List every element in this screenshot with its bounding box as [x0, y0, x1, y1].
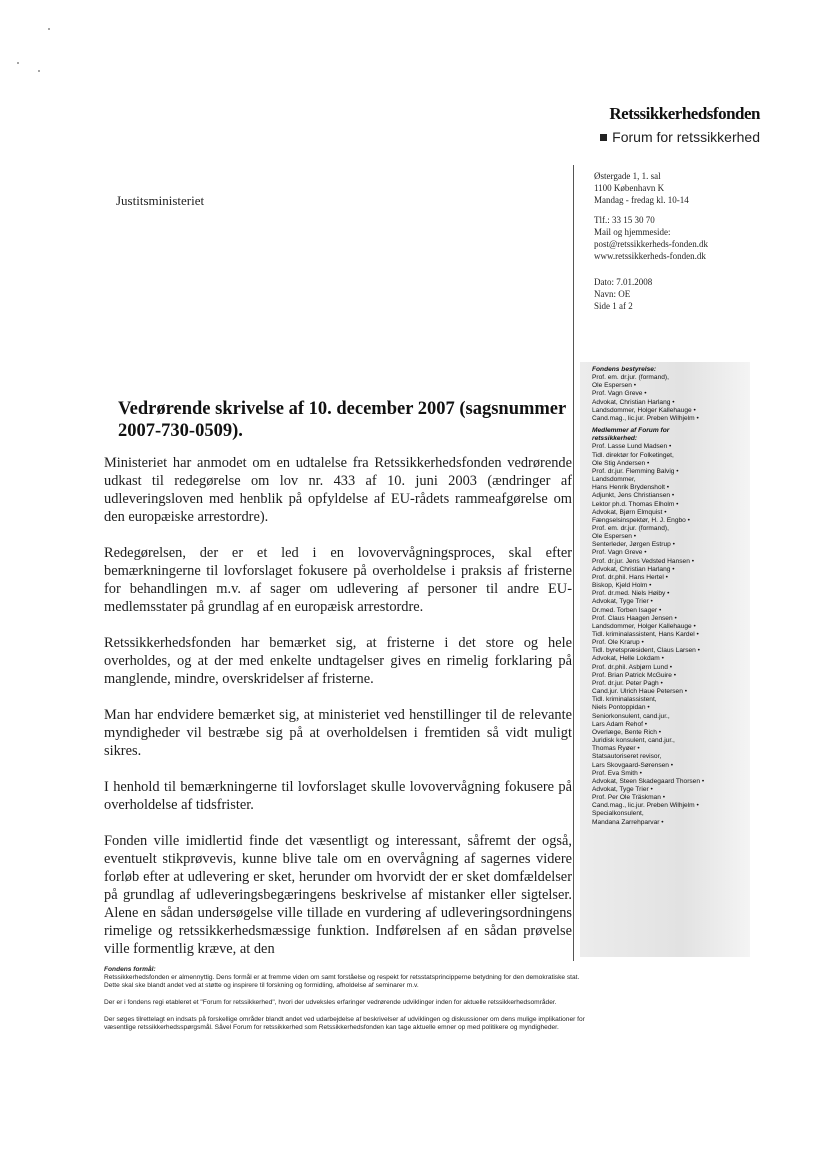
member-entry: Advokat, Helle Lokdam • — [592, 655, 664, 663]
member-entry: Advokat, Steen Skadegaard Thorsen • — [592, 777, 705, 785]
scan-speck — [38, 70, 40, 72]
member-entry: Tidl. kriminalassistent, — [592, 696, 657, 704]
recipient: Justitsministeriet — [116, 193, 205, 208]
member-entry: Prof. Vagn Greve • — [592, 549, 647, 557]
member-entry: Advokat, Tyge Trier • — [592, 785, 653, 793]
members-panel — [592, 366, 742, 827]
tagline-text: Forum for retssikkerhed — [612, 129, 760, 145]
letterhead — [560, 104, 760, 145]
sender-web: www.retssikkerheds-fonden.dk — [594, 251, 706, 261]
member-entry: Prof. dr.jur. Peter Pagh • — [592, 679, 663, 687]
member-entry: Seniorkonsulent, cand.jur., — [592, 712, 670, 720]
member-entry: Overlæge, Bente Rich • — [592, 728, 662, 736]
member-entry: Prof. Ole Krarup • — [592, 639, 644, 647]
board-list — [592, 374, 742, 423]
sidebar-divider — [573, 165, 574, 961]
member-entry: Landsdommer, Holger Kallehauge • — [592, 406, 696, 414]
footer-line: Dette skal ske blandt andet ved at støtte og inspirere til forskning og formidling, afholdelse af seminarer m.v. — [104, 982, 419, 989]
footer-line: væsentlige retssikkerhedsspørgsmål. Såvel Forum for retssikkerhed som Retssikkerhedsfonden kan tage aktuelle emner op med politikere og myndigheder. — [104, 1024, 559, 1031]
organization-tagline — [560, 129, 760, 145]
member-entry: Prof. Per Ole Träskman • — [592, 794, 666, 802]
member-entry: Landsdommer, — [592, 476, 636, 484]
board-heading: Fondens bestyrelse: — [592, 366, 657, 373]
footer-line: Der søges tilrettelagt en indsats på forskellige områder blandt andet ved udarbejdelse af beskrivelser af udviklingen og diskussioner om dens mulige implikationer for — [104, 1016, 585, 1023]
paragraph: Man har endvidere bemærket sig, at ministeriet ved henstillinger til de relevante myndigheder vil bestræbe sig på at overholdelsen i fremtiden så vidt muligt sikres. — [104, 707, 572, 759]
member-entry: Specialkonsulent, — [592, 810, 644, 818]
member-entry: Prof. em. dr.jur. (formand), — [592, 374, 669, 382]
member-entry: Advokat, Bjørn Elmquist • — [592, 508, 667, 516]
scan-speck — [48, 28, 50, 30]
sender-address-line2: 1100 København K — [594, 183, 665, 193]
member-entry: Lars Skovgaard-Sørensen • — [592, 761, 674, 769]
footer-line: Retssikkerhedsfonden er almennyttig. Dens formål er at fremme viden om samt forståelse og respekt for retsstatsprincipperne betydning for den demokratiske stat. — [104, 974, 580, 981]
member-entry: Landsdommer, Holger Kallehauge • — [592, 622, 696, 630]
member-entry: Mandana Zarrehparvar • — [592, 818, 664, 826]
member-entry: Prof. Eva Smith • — [592, 769, 642, 777]
member-entry: Fængselsinspektør, H. J. Engbo • — [592, 516, 690, 524]
sender-info — [594, 170, 794, 312]
organization-name: Retssikkerhedsfonden — [609, 104, 760, 123]
sender-email: post@retssikkerheds-fonden.dk — [594, 239, 709, 249]
sender-address-line1: Østergade 1, 1. sal — [594, 171, 661, 181]
paragraph: Ministeriet har anmodet om en udtalelse fra Retssikkerhedsfonden vedrørende udkast til redegørelse om lov nr. 433 af 10. juni 2003 (ændringer af udleveringsloven med henblik på opfyldelse af EU-rådets rammeafgørelse om den europæiske arrestordre). — [104, 455, 572, 525]
member-entry: Dr.med. Torben Isager • — [592, 606, 662, 614]
footer — [104, 966, 724, 1041]
member-entry: Prof. dr.med. Niels Høiby • — [592, 590, 670, 598]
paragraph: I henhold til bemærkningerne til lovforslaget skulle lovovervågning fokusere på overholdelse af tidsfrister. — [104, 779, 572, 813]
member-entry: Prof. dr.phil. Hans Hertel • — [592, 573, 668, 581]
paragraph: Retssikkerhedsfonden har bemærket sig, at fristerne i det store og hele overholdes, og at der med enkelte undtagelser gives en rimelig forklaring på manglende, mindre, overskridelser af fristerne. — [104, 635, 572, 687]
member-entry: Prof. Brian Patrick McGuire • — [592, 671, 677, 679]
member-entry: Cand.jur. Ulrich Haue Petersen • — [592, 688, 688, 696]
forum-heading: Medlemmer af Forum for retssikkerhed: — [592, 427, 670, 443]
member-entry: Ole Espersen • — [592, 382, 637, 390]
member-entry: Advokat, Tyge Trier • — [592, 598, 653, 606]
member-entry: Prof. dr.jur. Flemming Balvig • — [592, 467, 679, 475]
member-entry: Prof. Claus Haagen Jensen • — [592, 614, 677, 622]
sender-phone: Tlf.: 33 15 30 70 — [594, 215, 655, 225]
member-entry: Tidl. kriminalassistent, Hans Kardel • — [592, 631, 699, 638]
member-entry: Lektor ph.d. Thomas Elholm • — [592, 500, 679, 508]
member-entry: Prof. dr.phil. Asbjørn Lund • — [592, 663, 673, 671]
member-entry: Thomas Ryøer • — [592, 745, 640, 753]
footer-heading: Fondens formål: — [104, 966, 156, 973]
letter-date: Dato: 7.01.2008 — [594, 277, 653, 287]
page-number: Side 1 af 2 — [594, 301, 633, 311]
member-entry: Ole Espersen • — [592, 533, 637, 541]
member-entry: Juridisk konsulent, cand.jur., — [592, 737, 675, 745]
paragraph: Fonden ville imidlertid finde det væsentligt og interessant, såfremt der også, eventuelt stikprøvevis, kunne blive tale om en overvågning af sagernes videre forløb efter at udlevering er sket, herunder om hvorvidt der er sket domfældelser på grundlag af udleveringsbegæringens beskrivelse af mistanker eller sigtelser. Alene en sådan undersøgelse ville tillade en vurdering af udleveringsordningens rimelige og retssikkerhedsmæssige funktion. Indførelsen af en sådan prøvelse ville formentlig kræve, at den — [104, 833, 572, 957]
footer-line: Der er i fondens regi etableret et "Forum for retssikkerhed", hvori der udveksles erfaringer vedrørende udviklinger inden for aktuelle retssikkerhedsområder. — [104, 999, 557, 1006]
member-entry: Cand.mag., lic.jur. Preben Wilhjelm • — [592, 802, 699, 810]
member-entry: Niels Pontoppidan • — [592, 704, 650, 712]
member-entry: Adjunkt, Jens Christiansen • — [592, 492, 675, 500]
forum-list — [592, 443, 742, 826]
member-entry: Cand.mag., lic.jur. Preben Wilhjelm • — [592, 414, 699, 422]
paragraph: Redegørelsen, der er et led i en lovovervågningsproces, skal efter bemærkningerne til lovforslaget fokusere på overholdelse i praksis af fristerne for behandlingen m.v. af sager om udlevering af personer til andre EU-medlemsstater på grundlag af en europæisk arrestordre. — [104, 545, 572, 615]
sender-mail-label: Mail og hjemmeside: — [594, 227, 671, 237]
sender-hours: Mandag - fredag kl. 10-14 — [594, 195, 689, 205]
member-entry: Prof. em. dr.jur. (formand), — [592, 524, 669, 532]
member-entry: Statsautoriseret revisor, — [592, 753, 662, 761]
letter-subject: Vedrørende skrivelse af 10. december 2007 (sagsnummer 2007-730-0509). — [118, 399, 566, 441]
letter-body — [104, 454, 572, 976]
member-entry: Prof. Vagn Greve • — [592, 390, 647, 398]
member-entry: Prof. dr.jur. Jens Vedsted Hansen • — [592, 557, 695, 565]
member-entry: Tidl. direktør for Folketinget, — [592, 451, 674, 459]
member-entry: Hans Henrik Brydensholt • — [592, 484, 670, 492]
member-entry: Advokat, Christian Harlang • — [592, 398, 675, 406]
member-entry: Senterleder, Jørgen Estrup • — [592, 541, 675, 549]
member-entry: Tidl. byretspræsident, Claus Larsen • — [592, 647, 700, 655]
member-entry: Ole Stig Andersen • — [592, 459, 650, 467]
member-entry: Lars Adam Rehof • — [592, 720, 648, 728]
letter-author: Navn: OE — [594, 289, 631, 299]
member-entry: Advokat, Christian Harlang • — [592, 565, 675, 573]
member-entry: Prof. Lasse Lund Madsen • — [592, 443, 672, 451]
member-entry: Biskop, Kjeld Holm • — [592, 582, 652, 590]
scan-speck — [17, 62, 19, 64]
square-bullet-icon — [600, 134, 607, 141]
